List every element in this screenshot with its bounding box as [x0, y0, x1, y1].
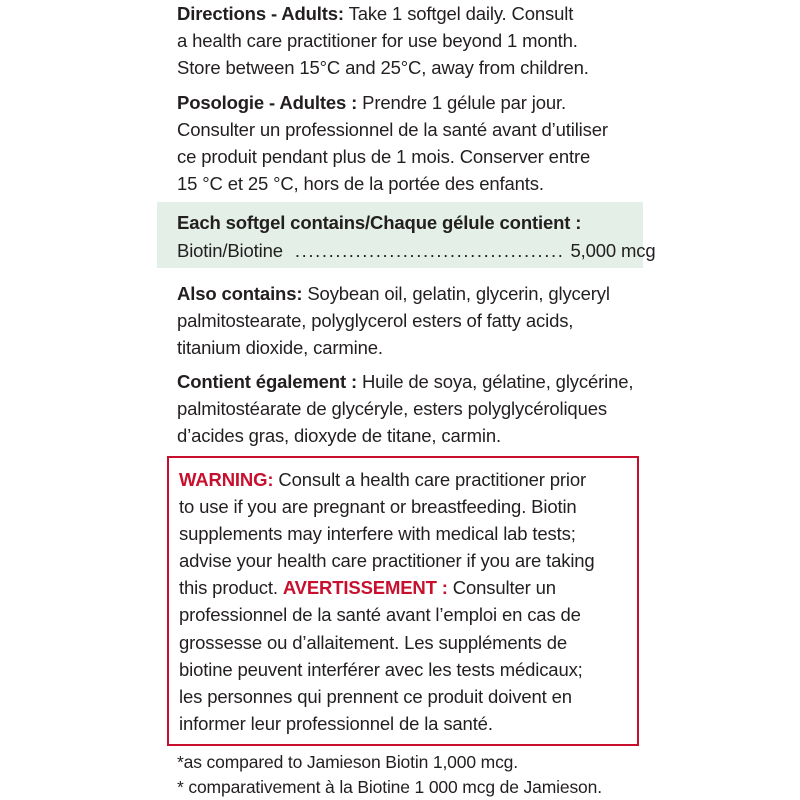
contents-title: Each softgel contains/Chaque gélule contient :	[177, 212, 582, 233]
dot-leader: ........................................	[294, 240, 565, 261]
also-fr-line-3: d’acides gras, dioxyde de titane, carmin.	[177, 425, 501, 446]
footnotes	[177, 750, 602, 800]
also-contains-french	[177, 368, 657, 449]
also-contains-english	[177, 280, 657, 361]
warning-label-fr: AVERTISSEMENT :	[282, 577, 448, 599]
directions-fr-line-2: Consulter un professionnel de la santé avant d’utiliser	[177, 119, 608, 140]
directions-en-line-2: a health care practitioner for use beyond 1 month.	[177, 30, 578, 51]
also-en-line-1: Also contains: Soybean oil, gelatin, glycerin, glyceryl	[177, 283, 610, 304]
directions-fr-line-4: 15 °C et 25 °C, hors de la portée des enfants.	[177, 173, 544, 194]
also-en-heading: Also contains:	[177, 283, 303, 304]
directions-en-line-1: Directions - Adults: Take 1 softgel daily. Consult	[177, 3, 574, 24]
directions-en-line-3: Store between 15°C and 25°C, away from children.	[177, 57, 589, 78]
directions-french	[177, 89, 657, 197]
also-fr-line-2: palmitostéarate de glycéryle, esters polyglycéroliques	[177, 398, 607, 419]
ingredient-amount: 5,000 mcg	[570, 240, 656, 261]
also-fr-line-1: Contient également : Huile de soya, gélatine, glycérine,	[177, 371, 634, 392]
ingredient-name: Biotin/Biotine	[177, 240, 283, 261]
also-fr-heading: Contient également :	[177, 371, 357, 392]
directions-fr-line-1: Posologie - Adultes : Prendre 1 gélule par jour.	[177, 92, 567, 113]
footnote-en: *as compared to Jamieson Biotin 1,000 mcg.	[177, 752, 518, 772]
warning-label-en: WARNING:	[179, 469, 274, 490]
also-en-line-3: titanium dioxide, carmine.	[177, 337, 383, 358]
directions-english	[177, 0, 657, 81]
ingredient-row	[177, 237, 656, 264]
footnote-fr: * comparativement à la Biotine 1 000 mcg de Jamieson.	[177, 777, 602, 797]
warning-box	[167, 456, 639, 746]
directions-fr-heading: Posologie - Adultes :	[177, 92, 358, 113]
directions-en-heading: Directions - Adults:	[177, 3, 344, 24]
warning-text: WARNING: Consult a health care practitioner prior to use if you are pregnant or breastfeeding. Biotin supplements may interfere with medical lab tests; advise your health care practitioner if you are taking this product. AVERTISSEMENT : Consulter un professionnel de la santé avant l’emploi en cas de grossesse ou d’allaitement. Les suppléments de biotine peuvent interférer avec les tests médicaux; les personnes qui prennent ce produit doivent en informer leur professionnel de la santé.	[179, 469, 595, 734]
also-en-line-2: palmitostearate, polyglycerol esters of fatty acids,	[177, 310, 574, 331]
softgel-contents-panel	[157, 202, 656, 268]
directions-fr-line-3: ce produit pendant plus de 1 mois. Conserver entre	[177, 146, 591, 167]
